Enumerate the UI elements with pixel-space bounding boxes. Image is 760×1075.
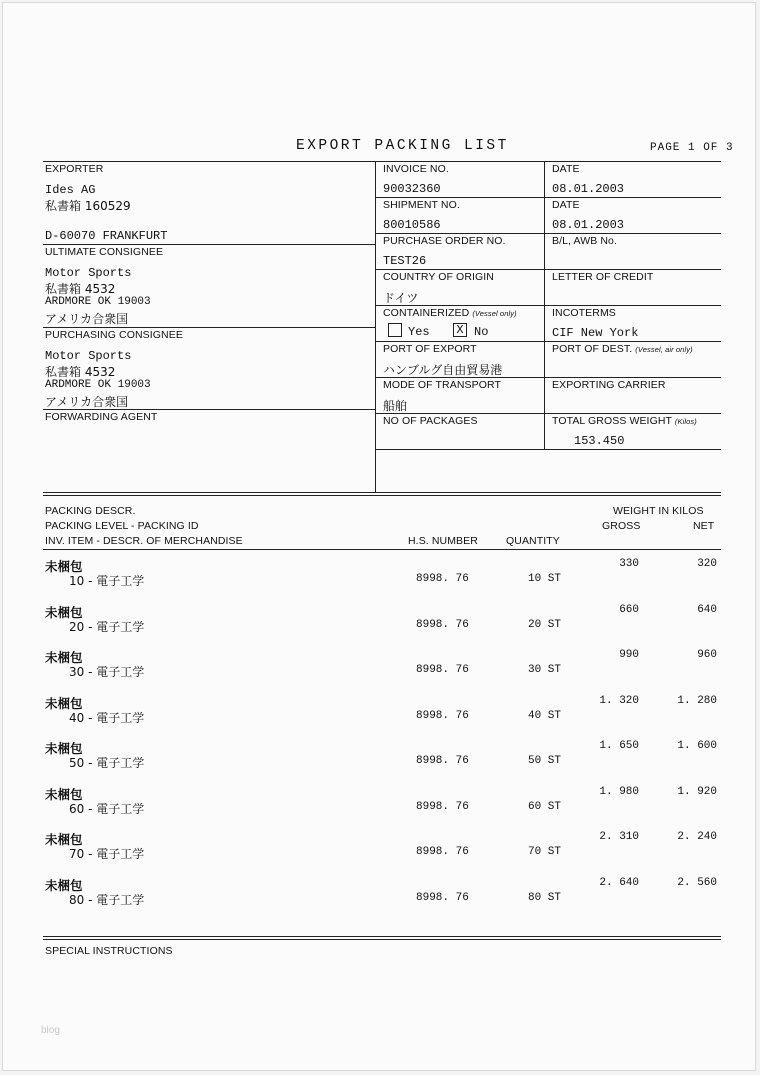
- row-quantity: 10 ST: [528, 573, 562, 585]
- row-net-weight: 320: [697, 558, 717, 570]
- divider: [375, 269, 721, 270]
- port-export-label: PORT OF EXPORT: [383, 343, 477, 355]
- incoterms-value: CIF New York: [552, 326, 639, 340]
- letter-credit-label: LETTER OF CREDIT: [552, 271, 654, 283]
- form-top-border: [43, 161, 721, 162]
- row-gross-weight: 1. 320: [599, 695, 639, 707]
- purchasing-consignee-line-3: ARDMORE OK 19003: [45, 379, 151, 391]
- purchasing-consignee-line-2: 私書箱 4532: [45, 365, 116, 379]
- bl-awb-label: B/L, AWB No.: [552, 235, 617, 247]
- exporter-line-2: 私書箱 160529: [45, 199, 131, 213]
- transport-label: MODE OF TRANSPORT: [383, 379, 501, 391]
- row-quantity: 50 ST: [528, 755, 562, 767]
- row-net-weight: 1. 920: [677, 786, 717, 798]
- row-quantity: 70 ST: [528, 846, 562, 858]
- row-item-description: 50 - 電子工学: [69, 756, 145, 770]
- shipment-date-label: DATE: [552, 199, 580, 211]
- row-quantity: 60 ST: [528, 801, 562, 813]
- row-gross-weight: 2. 640: [599, 877, 639, 889]
- col-inv-item: INV. ITEM - DESCR. OF MERCHANDISE: [45, 535, 243, 547]
- row-quantity: 40 ST: [528, 710, 562, 722]
- divider: [375, 413, 721, 414]
- shipment-date-value: 08.01.2003: [552, 218, 625, 232]
- row-quantity: 20 ST: [528, 619, 562, 631]
- row-packing-descr: 未梱包: [45, 696, 83, 711]
- row-gross-weight: 990: [619, 649, 639, 661]
- ultimate-consignee-line-1: Motor Sports: [45, 266, 132, 280]
- country-origin-value: ドイツ: [383, 291, 419, 305]
- form-divider-left: [375, 161, 376, 492]
- document-title: EXPORT PACKING LIST: [296, 138, 509, 154]
- divider: [375, 341, 721, 342]
- exporter-line-1: Ides AG: [45, 183, 96, 197]
- containerized-label-text: CONTAINERIZED: [383, 307, 470, 319]
- row-quantity: 30 ST: [528, 664, 562, 676]
- port-dest-label: [552, 343, 693, 355]
- containerized-no-label: No: [474, 325, 489, 339]
- row-packing-descr: 未梱包: [45, 559, 83, 574]
- special-instructions-label: SPECIAL INSTRUCTIONS: [45, 945, 173, 957]
- row-hs-number: 8998. 76: [416, 710, 469, 722]
- shipment-label: SHIPMENT NO.: [383, 199, 460, 211]
- gross-weight-note: (Kilos): [674, 417, 697, 426]
- col-hs-number: H.S. NUMBER: [408, 535, 478, 547]
- row-net-weight: 2. 560: [677, 877, 717, 889]
- double-line-top: [43, 492, 721, 493]
- invoice-value: 90032360: [383, 182, 441, 196]
- invoice-date-label: DATE: [552, 163, 580, 175]
- divider: [43, 409, 375, 410]
- gross-weight-value: 153.450: [574, 434, 625, 448]
- containerized-yes-checkbox[interactable]: [388, 323, 402, 337]
- gross-weight-label-text: TOTAL GROSS WEIGHT: [552, 415, 672, 427]
- purchasing-consignee-label: PURCHASING CONSIGNEE: [45, 329, 183, 341]
- row-packing-descr: 未梱包: [45, 650, 83, 665]
- divider: [43, 244, 375, 245]
- row-packing-descr: 未梱包: [45, 878, 83, 893]
- divider: [375, 305, 721, 306]
- row-item-description: 10 - 電子工学: [69, 574, 145, 588]
- divider: [375, 197, 721, 198]
- exporter-label: EXPORTER: [45, 163, 104, 175]
- row-item-description: 30 - 電子工学: [69, 665, 145, 679]
- row-item-description: 80 - 電子工学: [69, 893, 145, 907]
- row-gross-weight: 660: [619, 604, 639, 616]
- port-export-value: ハンブルグ自由貿易港: [383, 363, 503, 377]
- ultimate-consignee-line-4: アメリカ合衆国: [45, 312, 129, 326]
- purchasing-consignee-line-4: アメリカ合衆国: [45, 395, 129, 409]
- row-gross-weight: 2. 310: [599, 831, 639, 843]
- table-header-rule: [43, 549, 721, 550]
- containerized-label: [383, 307, 517, 319]
- containerized-yes-label: Yes: [408, 325, 430, 339]
- gross-weight-label: [552, 415, 697, 427]
- bottom-line-bottom: [43, 939, 721, 940]
- row-quantity: 80 ST: [528, 892, 562, 904]
- row-hs-number: 8998. 76: [416, 573, 469, 585]
- col-quantity: QUANTITY: [506, 535, 560, 547]
- row-net-weight: 1. 280: [677, 695, 717, 707]
- row-packing-descr: 未梱包: [45, 605, 83, 620]
- document-page: [2, 2, 756, 1071]
- row-gross-weight: 330: [619, 558, 639, 570]
- row-hs-number: 8998. 76: [416, 755, 469, 767]
- col-weight: WEIGHT IN KILOS: [613, 505, 704, 517]
- bottom-line-top: [43, 936, 721, 937]
- row-packing-descr: 未梱包: [45, 787, 83, 802]
- port-dest-label-text: PORT OF DEST.: [552, 343, 633, 355]
- double-line-bottom: [43, 495, 721, 496]
- ultimate-consignee-label: ULTIMATE CONSIGNEE: [45, 246, 164, 258]
- col-net: NET: [693, 520, 715, 532]
- row-hs-number: 8998. 76: [416, 801, 469, 813]
- packages-label: NO OF PACKAGES: [383, 415, 478, 427]
- row-gross-weight: 1. 650: [599, 740, 639, 752]
- row-packing-descr: 未梱包: [45, 741, 83, 756]
- divider: [375, 377, 721, 378]
- transport-value: 船舶: [383, 399, 408, 413]
- ultimate-consignee-line-3: ARDMORE OK 19003: [45, 296, 151, 308]
- port-dest-note: (Vessel, air only): [635, 345, 693, 354]
- row-packing-descr: 未梱包: [45, 832, 83, 847]
- row-item-description: 40 - 電子工学: [69, 711, 145, 725]
- page-number: PAGE 1 OF 3: [650, 142, 734, 154]
- row-item-description: 20 - 電子工学: [69, 620, 145, 634]
- row-hs-number: 8998. 76: [416, 892, 469, 904]
- row-hs-number: 8998. 76: [416, 846, 469, 858]
- exporter-line-3: D-60070 FRANKFURT: [45, 229, 168, 243]
- containerized-no-checkbox[interactable]: X: [453, 323, 467, 337]
- invoice-label: INVOICE NO.: [383, 163, 449, 175]
- divider: [43, 327, 375, 328]
- col-packing-descr: PACKING DESCR.: [45, 505, 136, 517]
- col-gross: GROSS: [602, 520, 641, 532]
- row-gross-weight: 1. 980: [599, 786, 639, 798]
- divider: [375, 233, 721, 234]
- row-item-description: 70 - 電子工学: [69, 847, 145, 861]
- row-item-description: 60 - 電子工学: [69, 802, 145, 816]
- purchase-order-value: TEST26: [383, 254, 427, 268]
- incoterms-label: INCOTERMS: [552, 307, 616, 319]
- containerized-note: (Vessel only): [472, 309, 517, 318]
- purchasing-consignee-line-1: Motor Sports: [45, 349, 132, 363]
- country-origin-label: COUNTRY OF ORIGIN: [383, 271, 494, 283]
- forwarding-agent-label: FORWARDING AGENT: [45, 411, 158, 423]
- row-hs-number: 8998. 76: [416, 664, 469, 676]
- row-net-weight: 1. 600: [677, 740, 717, 752]
- ultimate-consignee-line-2: 私書箱 4532: [45, 282, 116, 296]
- shipment-value: 80010586: [383, 218, 441, 232]
- invoice-date-value: 08.01.2003: [552, 182, 625, 196]
- col-packing-level: PACKING LEVEL - PACKING ID: [45, 520, 199, 532]
- row-net-weight: 960: [697, 649, 717, 661]
- divider: [375, 449, 721, 450]
- row-net-weight: 640: [697, 604, 717, 616]
- row-net-weight: 2. 240: [677, 831, 717, 843]
- watermark: blog: [41, 1025, 60, 1036]
- purchase-order-label: PURCHASE ORDER NO.: [383, 235, 506, 247]
- row-hs-number: 8998. 76: [416, 619, 469, 631]
- carrier-label: EXPORTING CARRIER: [552, 379, 666, 391]
